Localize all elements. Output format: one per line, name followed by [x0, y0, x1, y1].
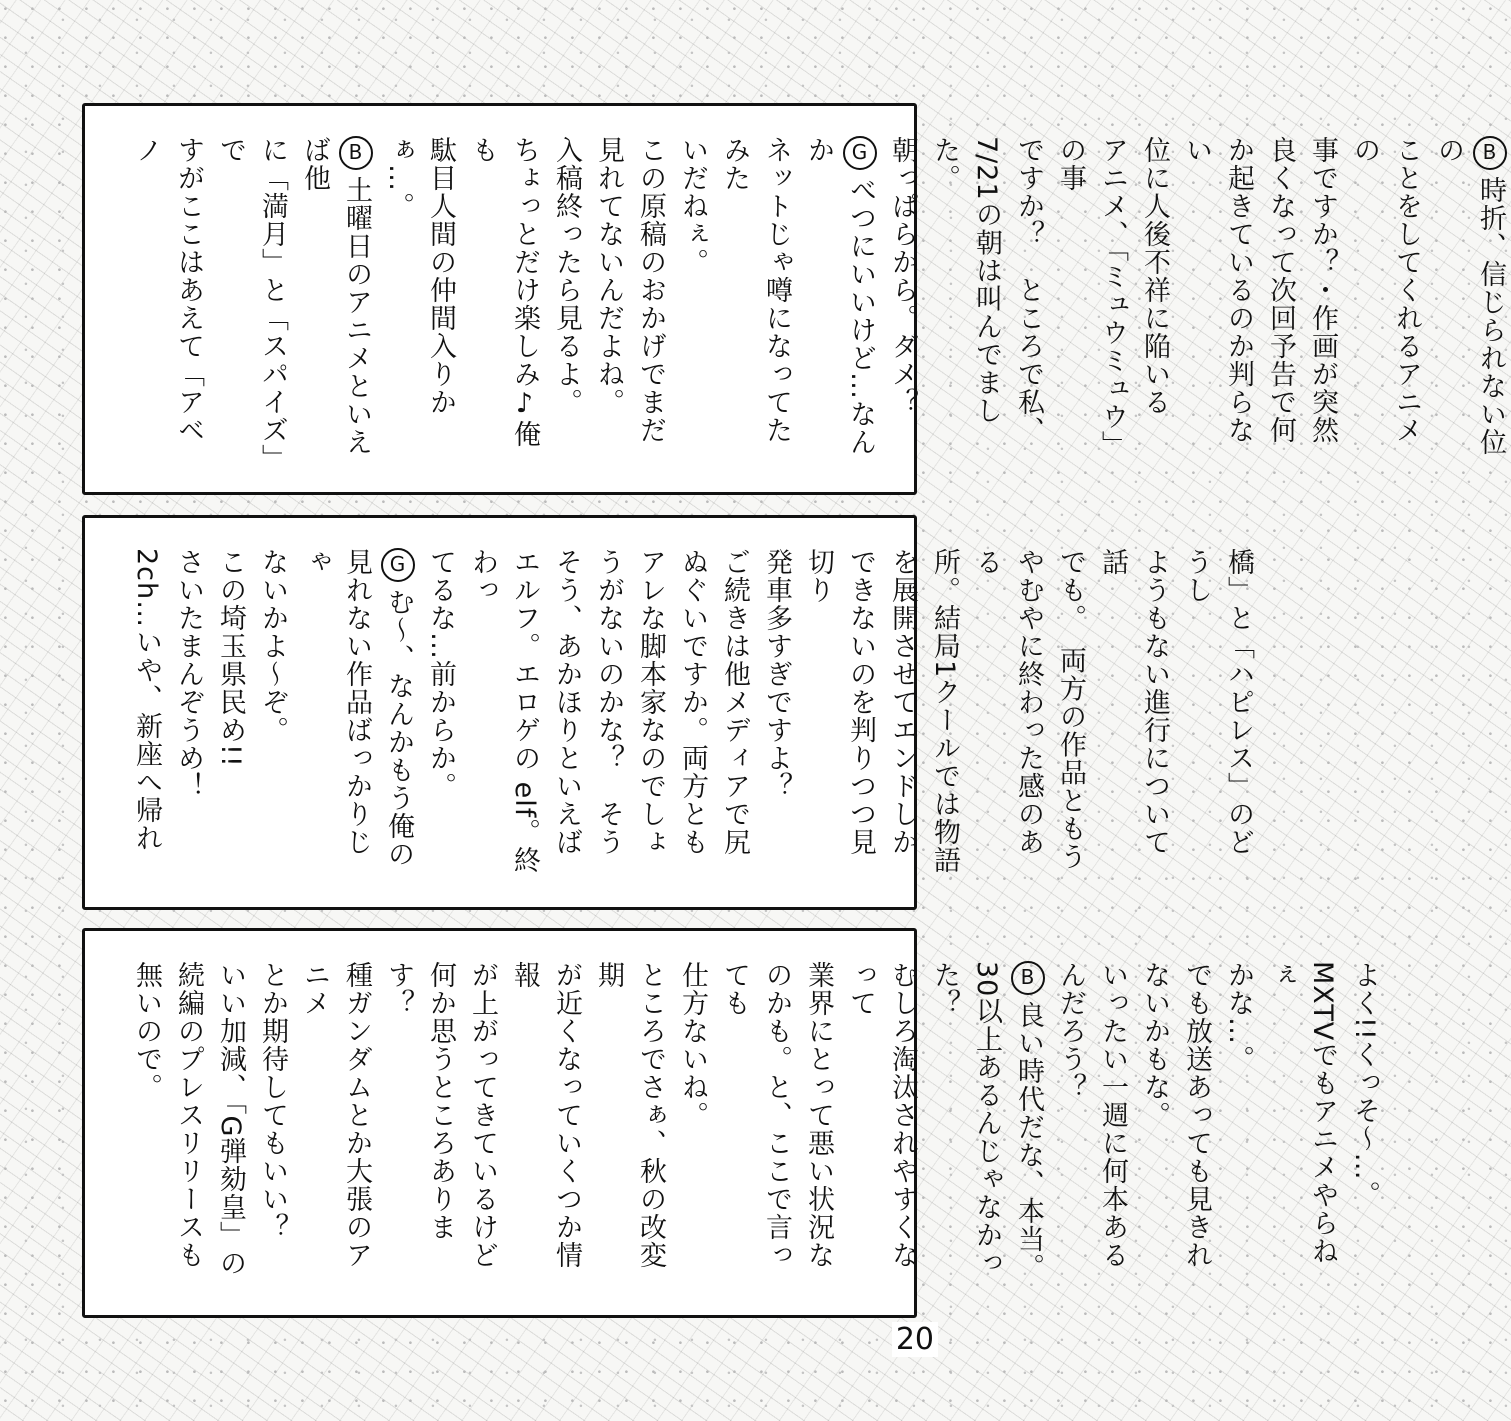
text-line [209, 548, 251, 877]
speaker-marker: B [339, 136, 373, 170]
text-line [1343, 961, 1385, 1285]
line-text: いだねぇ。 [677, 136, 708, 276]
line-text: に「満月」と「スパイズ」で [215, 136, 288, 459]
line-text: さいたまんぞうめ！ [173, 548, 204, 800]
line-text: すがここはあえて「アベノ [131, 136, 204, 444]
line-text: いったい一週に何本ある [1097, 961, 1128, 1269]
text-line [923, 136, 1007, 462]
line-text: 続編のプレスリリースも [173, 961, 204, 1269]
text-line [167, 548, 209, 877]
text-line [1007, 961, 1049, 1285]
line-text: ないかよ〜ぞ。 [257, 548, 288, 744]
text-line [209, 136, 293, 462]
line-text: アニメ、「ミュウミュウ」の事 [1055, 136, 1128, 459]
text-line [1427, 136, 1511, 462]
speaker-marker: B [1011, 961, 1045, 995]
line-text: ところでさぁ、秋の改変期 [593, 961, 666, 1269]
text-line [1133, 961, 1175, 1285]
line-text: 種ガンダムとか大張のアニメ [299, 961, 372, 1269]
text-line [1049, 548, 1091, 877]
line-text: とか期待してもいい？ [257, 961, 288, 1241]
text-line [713, 961, 797, 1285]
text-line [125, 136, 209, 462]
text-line [797, 136, 881, 462]
line-text: 仕方ないね。 [677, 961, 708, 1129]
line-text: この原稿のおかげでまだ [635, 136, 666, 444]
line-text: を展開させてエンドしか [887, 548, 918, 856]
text-line [629, 548, 671, 877]
text-line [713, 548, 755, 877]
text-line [419, 548, 461, 877]
line-text: できないのを判りつつ見切り [803, 548, 876, 856]
line-text: 良くなって次回予告で何 [1265, 136, 1296, 444]
text-line [1049, 961, 1091, 1285]
text-line [923, 961, 1007, 1285]
text-line [251, 548, 293, 877]
line-text: 発車多すぎですよ？ [761, 548, 792, 800]
speaker-marker: G [381, 548, 415, 582]
text-line [755, 548, 797, 877]
line-text: エルフ。エロゲの elf。終わっ [467, 548, 540, 875]
line-text: 7/21の朝は叫んでました。 [929, 136, 1002, 425]
line-text: うがないのかな？ そう [593, 548, 624, 856]
line-text: でも。 両方の作品ともう [1055, 548, 1086, 871]
text-line [1259, 136, 1301, 462]
text-line [545, 548, 587, 877]
text-line [503, 961, 587, 1285]
text-line [713, 136, 797, 462]
line-text: いい加減、「G弾劾皇」の [215, 961, 246, 1278]
text-line [1217, 961, 1259, 1285]
line-text: 橋」と「ハピレス」のどうし [1181, 548, 1254, 856]
text-line [167, 961, 209, 1285]
text-line [1175, 961, 1217, 1285]
text-line [671, 548, 713, 877]
line-text: 2ch…いや、新座へ帰れ [131, 548, 162, 853]
text-line [923, 548, 965, 877]
text-line [125, 961, 167, 1285]
line-text: 駄目人間の仲間入りかぁ…。 [383, 136, 456, 416]
line-text: 朝っぱらから。ダメ？ [887, 136, 918, 416]
line-text: ネットじゃ噂になってたみた [719, 136, 792, 444]
text-line [293, 548, 377, 877]
text-line [377, 961, 461, 1285]
text-line [1301, 136, 1343, 462]
text-line [1259, 961, 1343, 1285]
line-text: よく!!くっそ〜…。 [1349, 961, 1380, 1209]
text-line [881, 136, 923, 462]
line-text: のかも。と、ここで言っても [719, 961, 792, 1269]
panel-1-columns [125, 136, 1511, 462]
page-number: 20 [892, 1322, 938, 1357]
line-text: ぬぐいですか。両方とも [677, 548, 708, 856]
line-text: 何か思うところあります？ [383, 961, 456, 1241]
text-line [587, 548, 629, 877]
text-line [965, 548, 1049, 877]
panel-2-columns [125, 548, 1259, 877]
text-line [1091, 548, 1175, 877]
text-line [209, 961, 251, 1285]
line-text: そう、あかほりといえば [551, 548, 582, 856]
text-panel-3 [82, 928, 1380, 1318]
line-text: ですか？ ところで私、 [1013, 136, 1044, 444]
line-text: 入稿終ったら見るよ。 [551, 136, 582, 416]
line-text: この埼玉県民め!! [215, 548, 246, 768]
text-line [251, 961, 293, 1285]
text-line [797, 961, 839, 1285]
line-text: が上がってきているけど [467, 961, 498, 1269]
line-text: MXTVでもアニメやらねぇ [1265, 961, 1338, 1266]
text-line [461, 548, 545, 877]
text-line [671, 136, 713, 462]
line-text: 見れない作品ばっかりじゃ [299, 548, 372, 856]
text-line [671, 961, 713, 1285]
text-line [797, 548, 881, 877]
panel-3-columns [125, 961, 1385, 1285]
line-text: 良い時代だな、本当。 [1013, 1001, 1044, 1281]
line-text: べつにいいけど…なんか [803, 136, 876, 456]
line-text: んだろう？ [1055, 961, 1086, 1101]
line-text: ご続きは他メディアで尻 [719, 548, 750, 856]
line-text: む〜、なんかもう俺の [383, 588, 414, 868]
text-line [377, 136, 461, 462]
line-text: 事ですか？・作画が突然 [1307, 136, 1338, 444]
text-line [839, 961, 923, 1285]
text-line [293, 136, 377, 462]
line-text: でも放送あっても見きれ [1181, 961, 1212, 1269]
speaker-marker: B [1473, 136, 1507, 170]
text-line [1133, 136, 1175, 462]
text-line [545, 136, 587, 462]
line-text: ことをしてくれるアニメの [1349, 136, 1422, 444]
text-line [1007, 136, 1049, 462]
text-panel-1 [82, 103, 1506, 495]
line-text: ちょっとだけ楽しみ♪俺も [467, 136, 540, 448]
line-text: が近くなっていくつか情報 [509, 961, 582, 1269]
text-line [1049, 136, 1133, 462]
text-line [293, 961, 377, 1285]
line-text: ようもない進行について話 [1097, 548, 1170, 856]
line-text: 土曜日のアニメといえば他 [299, 136, 372, 456]
text-line [461, 961, 503, 1285]
line-text: 業界にとって悪い状況な [803, 961, 834, 1269]
text-line [881, 548, 923, 877]
text-line [125, 548, 167, 877]
line-text: か起きているのか判らない [1181, 136, 1254, 444]
line-text: 時折、信じられない位の [1433, 136, 1506, 456]
line-text: てるな…前からか。 [425, 548, 456, 800]
text-line [461, 136, 545, 462]
text-line [629, 136, 671, 462]
line-text: 無いので。 [131, 961, 162, 1101]
line-text: むしろ淘汰されやすくなって [845, 961, 918, 1269]
line-text: ないかもな。 [1139, 961, 1170, 1129]
line-text: 位に人後不祥に陥いる [1139, 136, 1170, 416]
text-line [1175, 136, 1259, 462]
line-text: 見れてないんだよね。 [593, 136, 624, 416]
speaker-marker: G [843, 136, 877, 170]
line-text: 30以上あるんじゃなかった？ [929, 961, 1002, 1278]
line-text: 所。結局1クールでは物語 [929, 548, 960, 875]
line-text: かな…。 [1223, 961, 1254, 1073]
text-line [587, 961, 671, 1285]
text-line [1091, 961, 1133, 1285]
line-text: アレな脚本家なのでしょ [635, 548, 666, 856]
text-line [377, 548, 419, 877]
text-line [1175, 548, 1259, 877]
text-line [587, 136, 629, 462]
line-text: やむやに終わった感のある [971, 548, 1044, 856]
text-line [1343, 136, 1427, 462]
text-panel-2 [82, 515, 1254, 910]
